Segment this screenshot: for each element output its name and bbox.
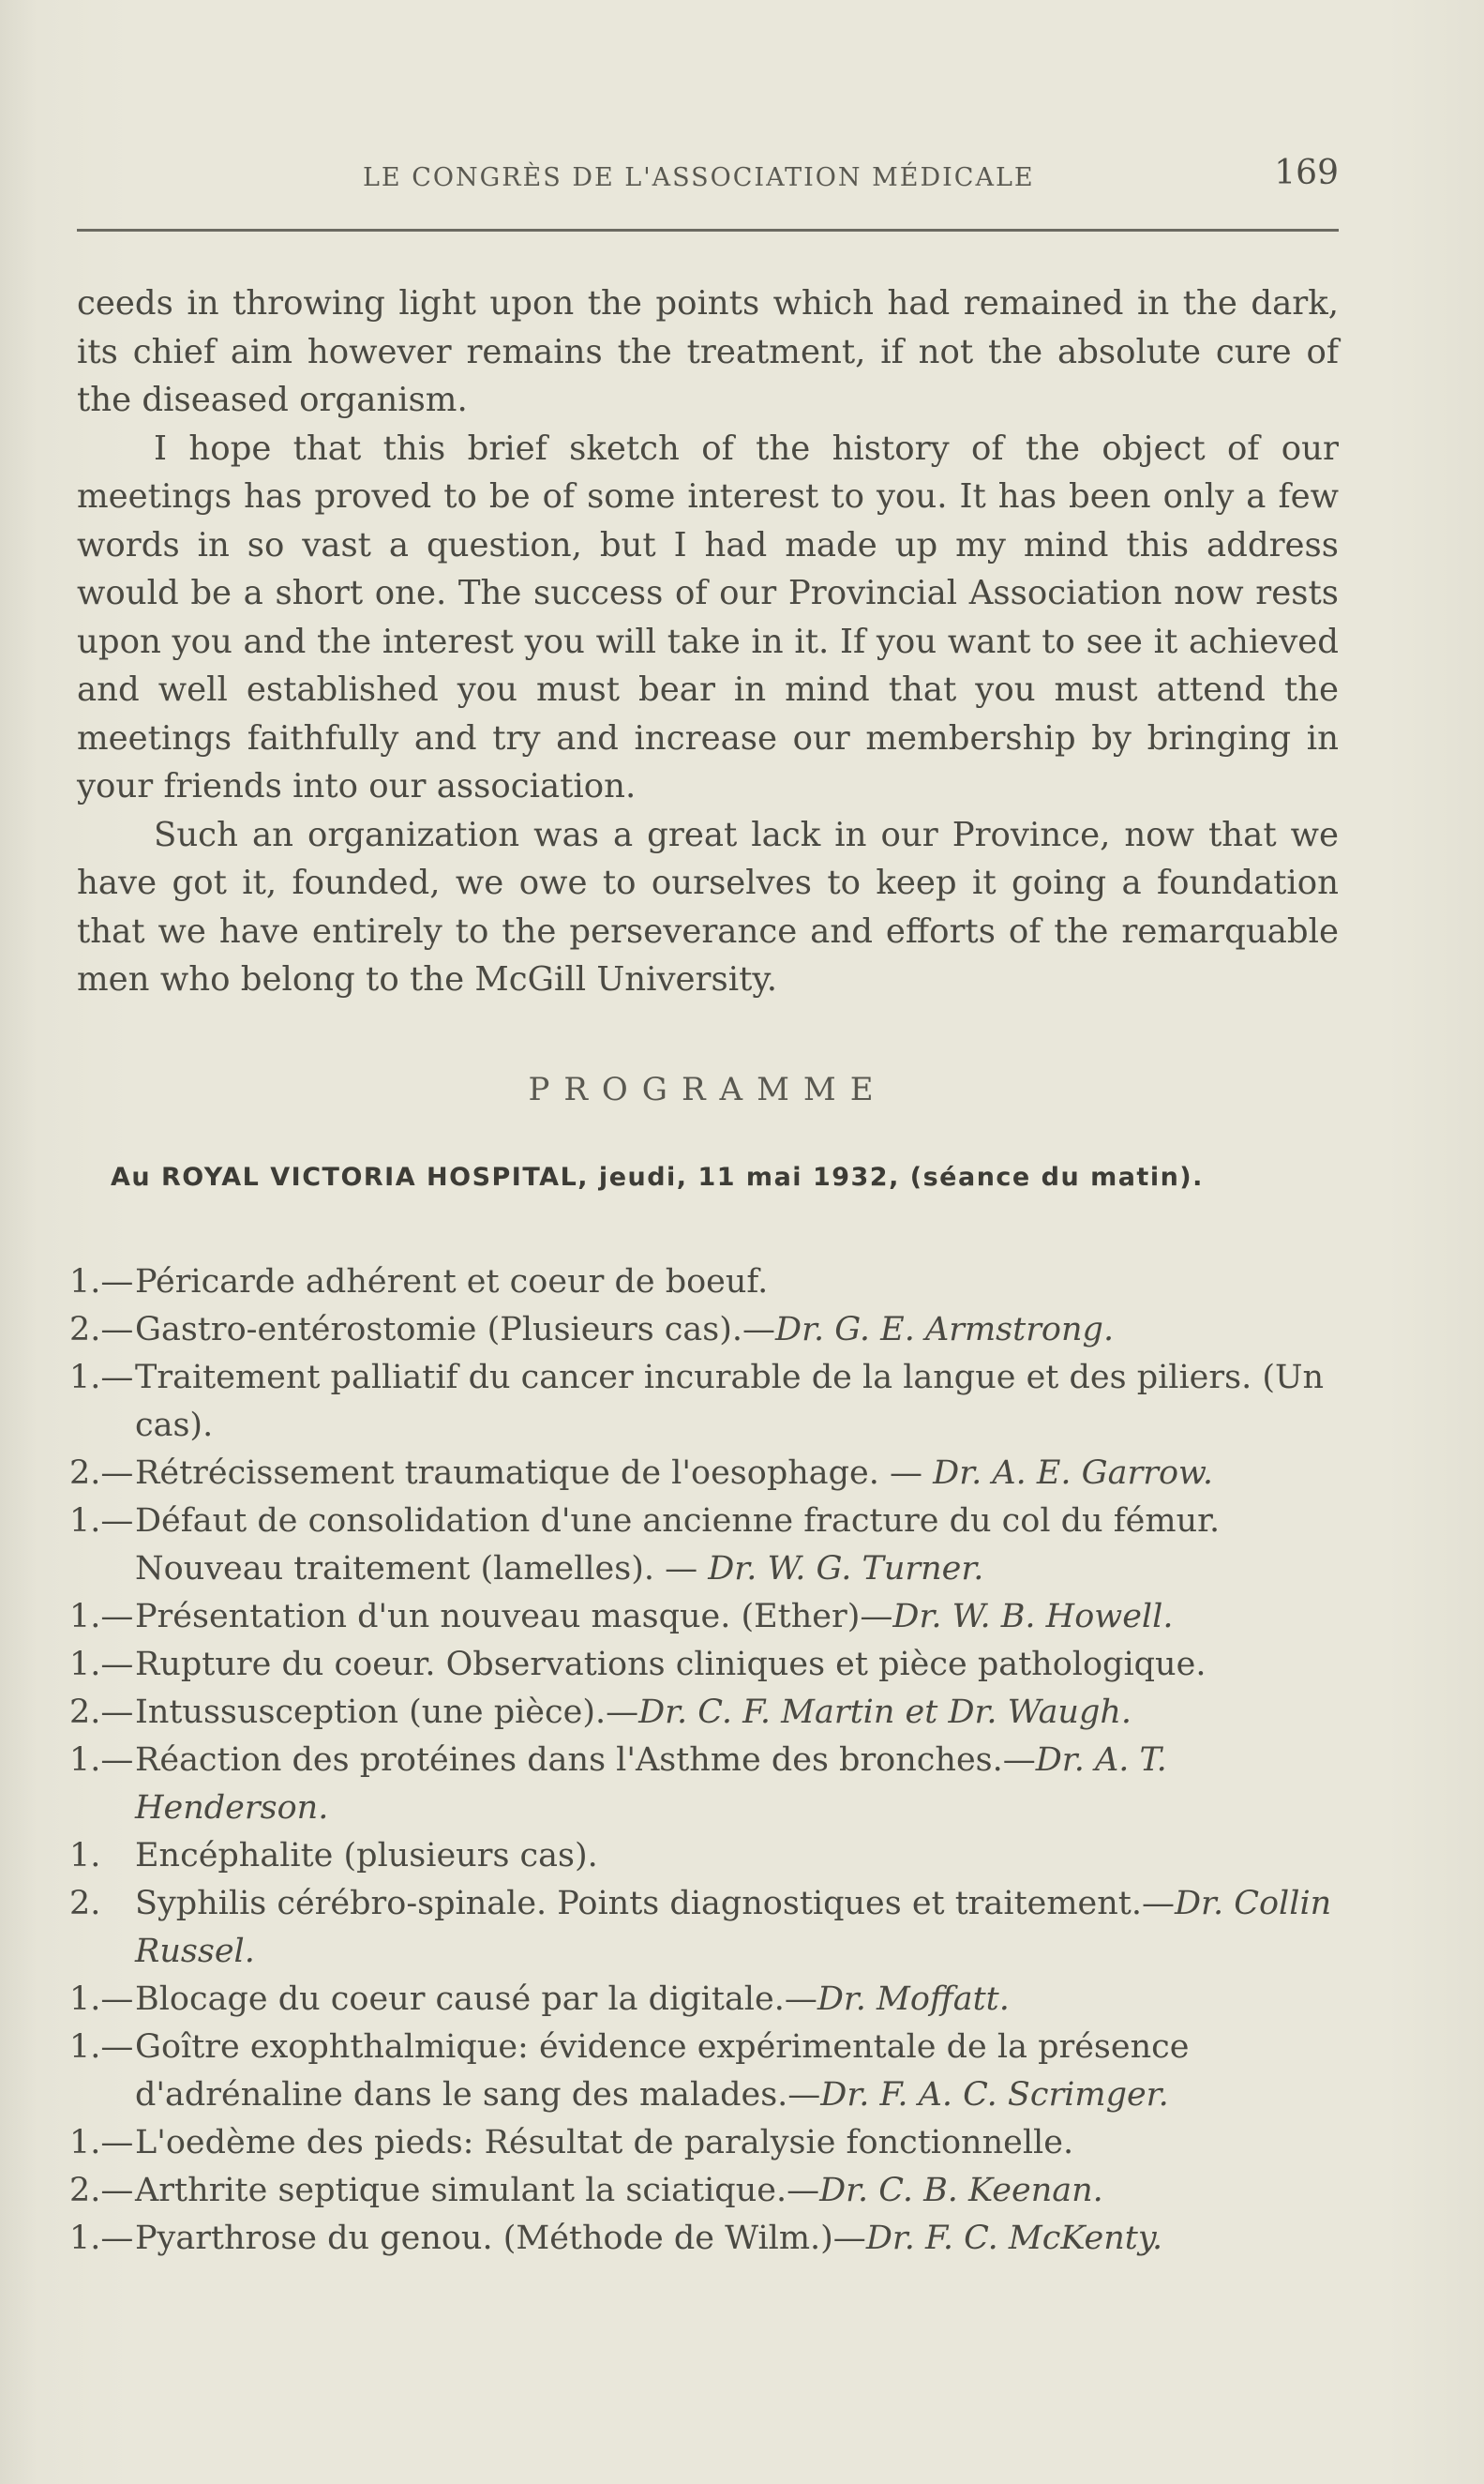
item-author: Dr. Collin Russel.: [135, 1885, 1332, 1970]
list-item: [69, 1880, 1344, 1976]
list-item: [69, 1832, 1344, 1880]
item-number: 1.—: [69, 1263, 134, 1301]
item-number: 2.—: [69, 2172, 134, 2209]
item-text: Goître exophthalmique: évidence expérimentale de la présence d'adrénaline dans le sang des malades.—: [135, 2028, 1190, 2114]
item-number: 2.—: [69, 1311, 134, 1348]
item-number: 2.—: [69, 1454, 134, 1492]
item-author: Dr. Moffatt.: [817, 1980, 1010, 2018]
running-head: [77, 152, 1339, 199]
list-item: [69, 2215, 1344, 2263]
item-author: Dr. C. F. Martin et Dr. Waugh.: [638, 1694, 1132, 1731]
item-text: Blocage du coeur causé par la digitale.—: [135, 1980, 817, 2018]
list-item: [69, 1498, 1344, 1593]
list-item: [69, 1689, 1344, 1737]
item-text: Réaction des protéines dans l'Asthme des bronches.—: [135, 1741, 1036, 1779]
item-author: Dr. W. G. Turner.: [708, 1550, 984, 1588]
list-item: [69, 2167, 1344, 2215]
list-item: [69, 1641, 1344, 1689]
page-number: 169: [1274, 154, 1339, 192]
session-line: Au ROYAL VICTORIA HOSPITAL, jeudi, 11 mai 1932, (séance du matin).: [111, 1163, 1204, 1192]
item-number: 1.—: [69, 1980, 134, 2018]
list-item: [69, 2119, 1344, 2167]
item-text: Encéphalite (plusieurs cas).: [135, 1837, 598, 1874]
list-item: [69, 1976, 1344, 2024]
item-number: 1.—: [69, 2220, 134, 2257]
item-author: Dr. F. C. McKenty.: [865, 2220, 1163, 2257]
programme-list: [69, 1258, 1344, 2263]
item-number: 1.—: [69, 1359, 134, 1396]
item-text: Péricarde adhérent et coeur de boeuf.: [135, 1263, 769, 1301]
item-text: L'oedème des pieds: Résultat de paralysie fonctionnelle.: [135, 2124, 1074, 2161]
item-number: 1.—: [69, 2124, 134, 2161]
item-number: 1.—: [69, 2028, 134, 2066]
paragraph: ceeds in throwing light upon the points which had remained in the dark, its chief aim however remains the treatment, if not the absolute cure of the diseased organism.: [77, 284, 1339, 419]
item-text: Gastro-entérostomie (Plusieurs cas).—: [135, 1311, 776, 1348]
item-author: Dr. W. B. Howell.: [892, 1598, 1174, 1635]
item-text: Syphilis cérébro-spinale. Points diagnostiques et traitement.—: [135, 1885, 1175, 1922]
item-number: 2.—: [69, 1694, 134, 1731]
list-item: [69, 1737, 1344, 1832]
list-item: [69, 1593, 1344, 1641]
body-text: [77, 279, 1339, 1004]
list-item: [69, 1450, 1344, 1498]
header-rule: [77, 229, 1339, 232]
item-author: Dr. A. T. Henderson.: [135, 1741, 1167, 1827]
list-item: [69, 2024, 1344, 2119]
item-text: Pyarthrose du genou. (Méthode de Wilm.)—: [135, 2220, 866, 2257]
item-number: 1.—: [69, 1646, 134, 1683]
running-title: LE CONGRÈS DE L'ASSOCIATION MÉDICALE: [363, 163, 1035, 192]
item-text: Rétrécissement traumatique de l'oesophage. —: [135, 1454, 934, 1492]
paragraph: Such an organization was a great lack in our Province, now that we have got it, founded, we owe to ourselves to keep it going a foundation that we have entirely to the perseverance and efforts of the remarquable men who belong to the McGill University.: [77, 815, 1339, 999]
list-item: [69, 1354, 1344, 1450]
item-author: Dr. C. B. Keenan.: [819, 2172, 1103, 2209]
item-number: 2.: [69, 1885, 101, 1922]
item-text: Intussusception (une pièce).—: [135, 1694, 639, 1731]
item-number: 1.—: [69, 1502, 134, 1540]
item-number: 1.—: [69, 1598, 134, 1635]
item-author: Dr. A. E. Garrow.: [933, 1454, 1213, 1492]
item-author: Dr. F. A. C. Scrimger.: [820, 2076, 1169, 2114]
item-text: Arthrite septique simulant la sciatique.—: [135, 2172, 820, 2209]
item-text: Défaut de consolidation d'une ancienne fracture du col du fémur. Nouveau traitement (lamelles). —: [135, 1502, 1221, 1588]
item-author: Dr. G. E. Armstrong.: [775, 1311, 1115, 1348]
item-number: 1.—: [69, 1741, 134, 1779]
item-text: Présentation d'un nouveau masque. (Ether)—: [135, 1598, 893, 1635]
list-item: [69, 1258, 1344, 1306]
paragraph: I hope that this brief sketch of the history of the object of our meetings has proved to be of some interest to you. It has been only a few words in so vast a question, but I had made up my mind this address would be a short one. The success of our Provincial Association now rests upon you and the interest you will take in it. If you want to see it achieved and well established you must bear in mind that you must attend the meetings faithfully and try and increase our membership by bringing in your friends into our association.: [77, 429, 1339, 805]
programme-heading: PROGRAMME: [528, 1071, 888, 1108]
item-text: Traitement palliatif du cancer incurable de la langue et des piliers. (Un cas).: [135, 1359, 1325, 1444]
item-text: Rupture du coeur. Observations cliniques et pièce pathologique.: [135, 1646, 1207, 1683]
item-number: 1.: [69, 1837, 101, 1874]
list-item: [69, 1306, 1344, 1354]
